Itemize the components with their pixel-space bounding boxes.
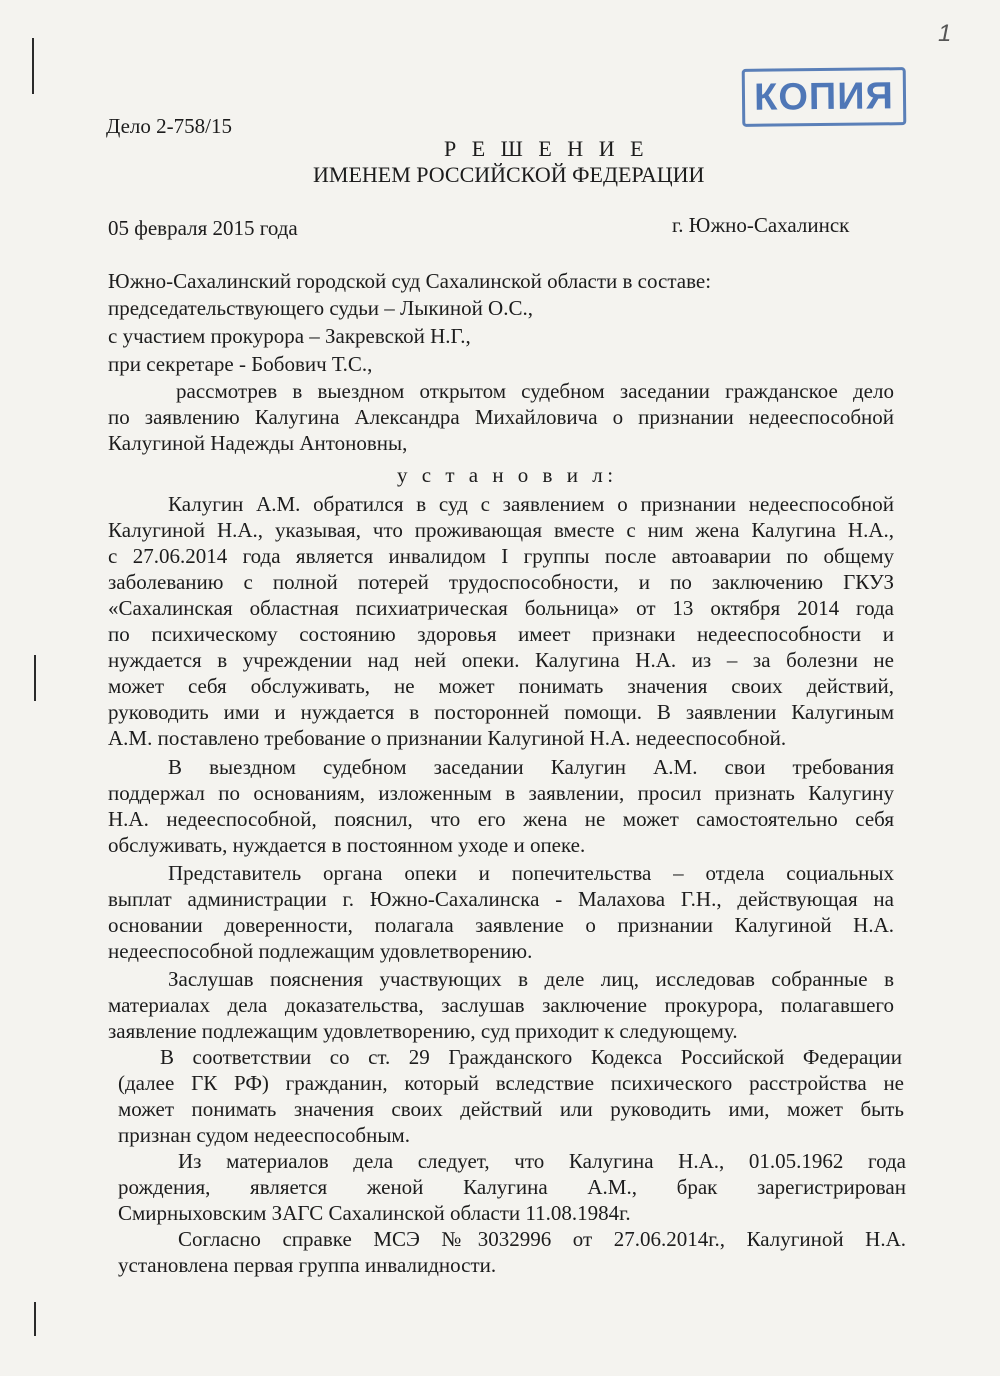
body-line: Смирныховским ЗАГС Сахалинской области 11.08.1984г. <box>118 1201 631 1225</box>
body-line: может себя обслуживать, не может понимать значения своих действий, <box>108 674 894 698</box>
document-title: Р Е Ш Е Н И Е <box>444 136 649 161</box>
body-line: Н.А. недееспособной, пояснил, что его жена не может самостоятельно себя <box>108 807 894 831</box>
margin-mark <box>34 1302 36 1336</box>
margin-mark <box>32 38 34 94</box>
document-subtitle: ИМЕНЕМ РОССИЙСКОЙ ФЕДЕРАЦИИ <box>313 162 705 187</box>
case-number: Дело 2-758/15 <box>106 114 232 138</box>
body-line: по психическому состоянию здоровья имеет признаки недееспособности и <box>108 622 894 646</box>
court-line: Южно-Сахалинский городской суд Сахалинской области в составе: <box>108 269 712 293</box>
body-line: Согласно справке МСЭ №3032996 от 27.06.2014г., Калугиной Н.А. <box>178 1227 906 1251</box>
decision-city: г. Южно-Сахалинск <box>672 213 850 237</box>
body-line: основании доверенности, полагала заявление о признании Калугиной Н.А. <box>108 913 894 937</box>
body-line: Заслушав пояснения участвующих в деле лиц, исследовав собранные в <box>168 967 894 991</box>
body-line: «Сахалинская областная психиатрическая больница» от 13 октября 2014 года <box>108 596 894 620</box>
body-line: Из материалов дела следует, что Калугина Н.А., 01.05.1962 года <box>178 1149 906 1173</box>
body-line: недееспособной подлежащим удовлетворению. <box>108 939 533 963</box>
body-line: установлена первая группа инвалидности. <box>118 1253 497 1277</box>
page-number: 1 <box>938 20 952 47</box>
body-line: нуждается в учреждении над ней опеки. Калугина Н.А. из – за болезни не <box>108 648 894 672</box>
body-line: заболеванию с полной потерей трудоспособности, и по заключению ГКУЗ <box>108 570 894 594</box>
body-line: признан судом недееспособным. <box>118 1123 410 1147</box>
body-line: материалах дела доказательства, заслушав заключение прокурора, полагавшего <box>108 993 894 1017</box>
body-line: В соответствии со ст. 29 Гражданского Кодекса Российской Федерации <box>160 1045 902 1069</box>
body-line: В выездном судебном заседании Калугин А.М. свои требования <box>168 755 894 779</box>
court-line: председательствующего судьи – Лыкиной О.С., <box>108 296 533 320</box>
intro-line: по заявлению Калугина Александра Михайловича о признании недееспособной <box>108 405 894 429</box>
body-line: может понимать значения своих действий или руководить ими, может быть <box>118 1097 904 1121</box>
body-line: Представитель органа опеки и попечительства – отдела социальных <box>168 861 894 885</box>
section-heading: у с т а н о в и л: <box>397 463 618 487</box>
body-line: заявление подлежащим удовлетворению, суд приходит к следующему. <box>108 1019 738 1043</box>
body-line: Калугиной Н.А., указывая, что проживающая вместе с ним жена Калугина Н.А., <box>108 518 894 542</box>
intro-line: Калугиной Надежды Антоновны, <box>108 431 408 455</box>
court-line: с участием прокурора – Закревской Н.Г., <box>108 324 471 348</box>
margin-mark <box>34 655 36 701</box>
intro-line: рассмотрев в выездном открытом судебном заседании гражданское дело <box>176 379 894 403</box>
body-line: выплат администрации г. Южно-Сахалинска - Малахова Г.Н., действующая на <box>108 887 894 911</box>
copy-stamp: КОПИЯ <box>742 67 907 127</box>
body-line: руководить ими и нуждается в посторонней помощи. В заявлении Калугиным <box>108 700 894 724</box>
body-line: рождения, является женой Калугина А.М., брак зарегистрирован <box>118 1175 906 1199</box>
decision-date: 05 февраля 2015 года <box>108 216 298 240</box>
body-line: с 27.06.2014 года является инвалидом I группы после автоаварии по общему <box>108 544 894 568</box>
body-line: А.М. поставлено требование о признании Калугиной Н.А. недееспособной. <box>108 726 787 750</box>
body-line: обслуживать, нуждается в постоянном уходе и опеке. <box>108 833 586 857</box>
court-line: при секретаре - Бобович Т.С., <box>108 352 373 376</box>
body-line: Калугин А.М. обратился в суд с заявлением о признании недееспособной <box>168 492 894 516</box>
body-line: (далее ГК РФ) гражданин, который вследствие психического расстройства не <box>118 1071 904 1095</box>
body-line: поддержал по основаниям, изложенным в заявлении, просил признать Калугину <box>108 781 894 805</box>
